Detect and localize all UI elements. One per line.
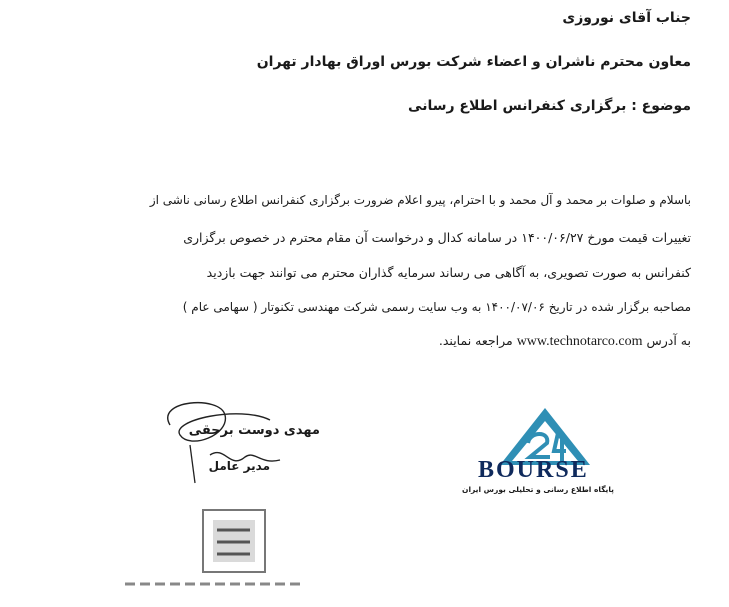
- signatory-title: مدیر عامل: [208, 459, 270, 473]
- signatory-name: مهدی دوست برحقی: [188, 423, 320, 438]
- company-seal: [115, 500, 315, 603]
- body-line-2: تغییرات قیمت مورخ ۱۴۰۰/۰۶/۲۷ در سامانه کدال و درخواست آن مقام محترم در خصوص برگزاری: [183, 230, 691, 245]
- body-line-4: مصاحبه برگزار شده در تاریخ ۱۴۰۰/۰۷/۰۶ به وب سایت رسمی شرکت مهندسی تکنوتار ( سهامی عام ): [182, 300, 691, 314]
- salutation: جناب آقای نوروزی: [562, 10, 691, 26]
- address-prefix: به آدرس: [646, 333, 691, 348]
- body-line-3: کنفرانس به صورت تصویری، به آگاهی می رساند سرمایه گذاران محترم می توانند جهت بازدید: [206, 265, 691, 280]
- recipient-line: معاون محترم ناشران و اعضاء شرکت بورس اوراق بهادار تهران: [256, 54, 691, 70]
- bourse-caption: پایگاه اطلاع رسانی و تحلیلی بورس ایران: [462, 485, 614, 494]
- body-line-1: باسلام و صلوات بر محمد و آل محمد و با احترام، پیرو اعلام ضرورت برگزاری کنفرانس اطلاع رسانی ناشی از: [149, 193, 691, 207]
- signature-block: [150, 395, 340, 490]
- body-line-5: [439, 333, 691, 350]
- bourse-watermark: [462, 405, 620, 500]
- subject-line: موضوع : برگزاری کنفرانس اطلاع رسانی: [408, 98, 691, 114]
- company-logo-icon: [115, 500, 315, 603]
- address-suffix: مراجعه نمایند.: [438, 333, 513, 348]
- bourse-wordmark: BOURSE: [478, 457, 589, 483]
- signature-scribble-icon: [150, 395, 340, 490]
- website-link[interactable]: www.technotarco.com: [516, 334, 643, 349]
